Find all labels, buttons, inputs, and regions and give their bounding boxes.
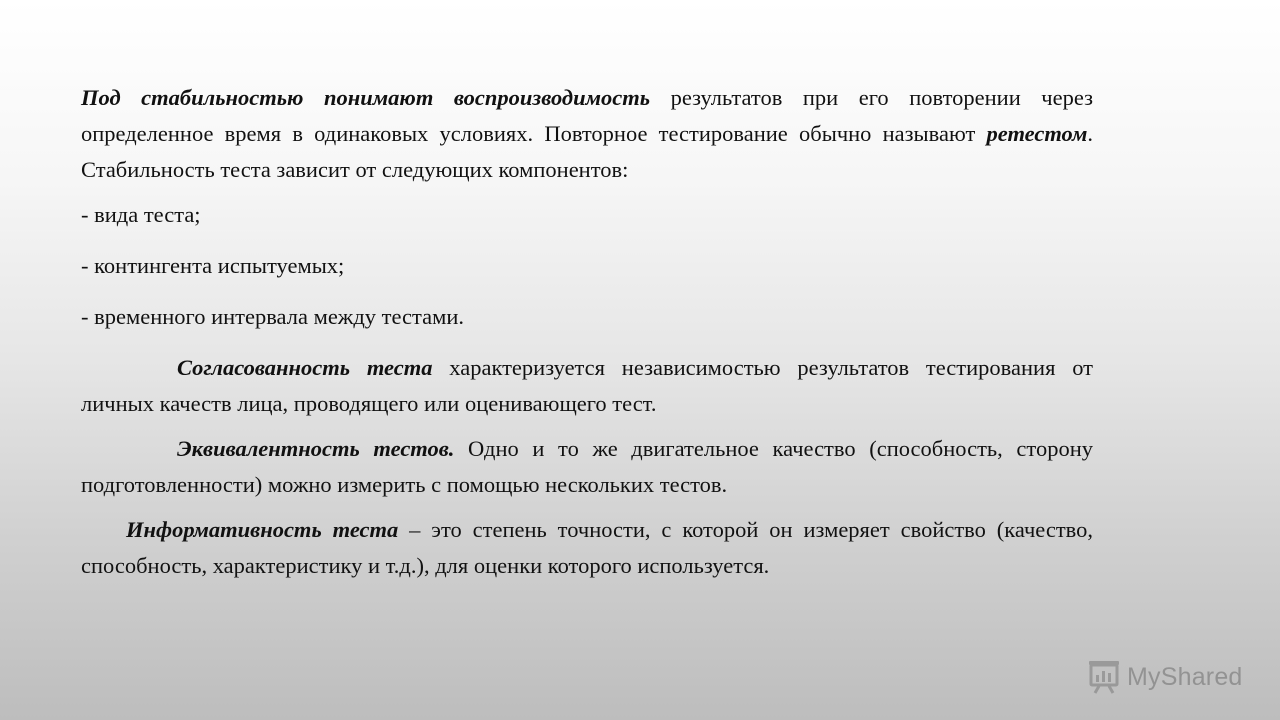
term-retest: ретестом	[986, 121, 1088, 146]
term-equivalence: Эквивалентность тестов.	[177, 436, 455, 461]
paragraph-informativeness	[81, 512, 1093, 584]
list-item: - контингента испытуемых;	[81, 253, 345, 278]
paragraph-consistency	[81, 350, 1093, 422]
term-informativeness: Информативность теста	[126, 517, 399, 542]
term-stability: Под стабильностью понимают воспроизводимость	[81, 85, 651, 110]
consistency-text: характеризуется независимостью результатов тестирования от личных качеств лица, проводящего или оценивающего тест.	[81, 355, 1093, 416]
term-consistency: Согласованность теста	[177, 355, 433, 380]
stability-text-a: результатов при его повторении через определенное время в одинаковых условиях. Повторное тестирование обычно называют	[81, 85, 1093, 146]
list-item: - временного интервала между тестами.	[81, 304, 465, 329]
paragraph-stability	[81, 80, 1093, 188]
informativeness-text: – это степень точности, с которой он измеряет свойство (качество, способность, характеристику и т.д.), для оценки которого используется.	[81, 517, 1093, 578]
watermark-brand-text: MyShared	[1127, 662, 1243, 691]
paragraph-equivalence	[81, 431, 1093, 503]
myshared-watermark	[1087, 657, 1247, 697]
list-item: - вида теста;	[81, 202, 201, 227]
slide-content	[81, 80, 1093, 584]
equivalence-text: Одно и то же двигательное качество (способность, сторону подготовленности) можно измерить с помощью нескольких тестов.	[81, 436, 1093, 497]
presentation-board-icon	[1087, 659, 1121, 695]
stability-text-b: . Стабильность теста зависит от следующих компонентов:	[81, 121, 1093, 182]
